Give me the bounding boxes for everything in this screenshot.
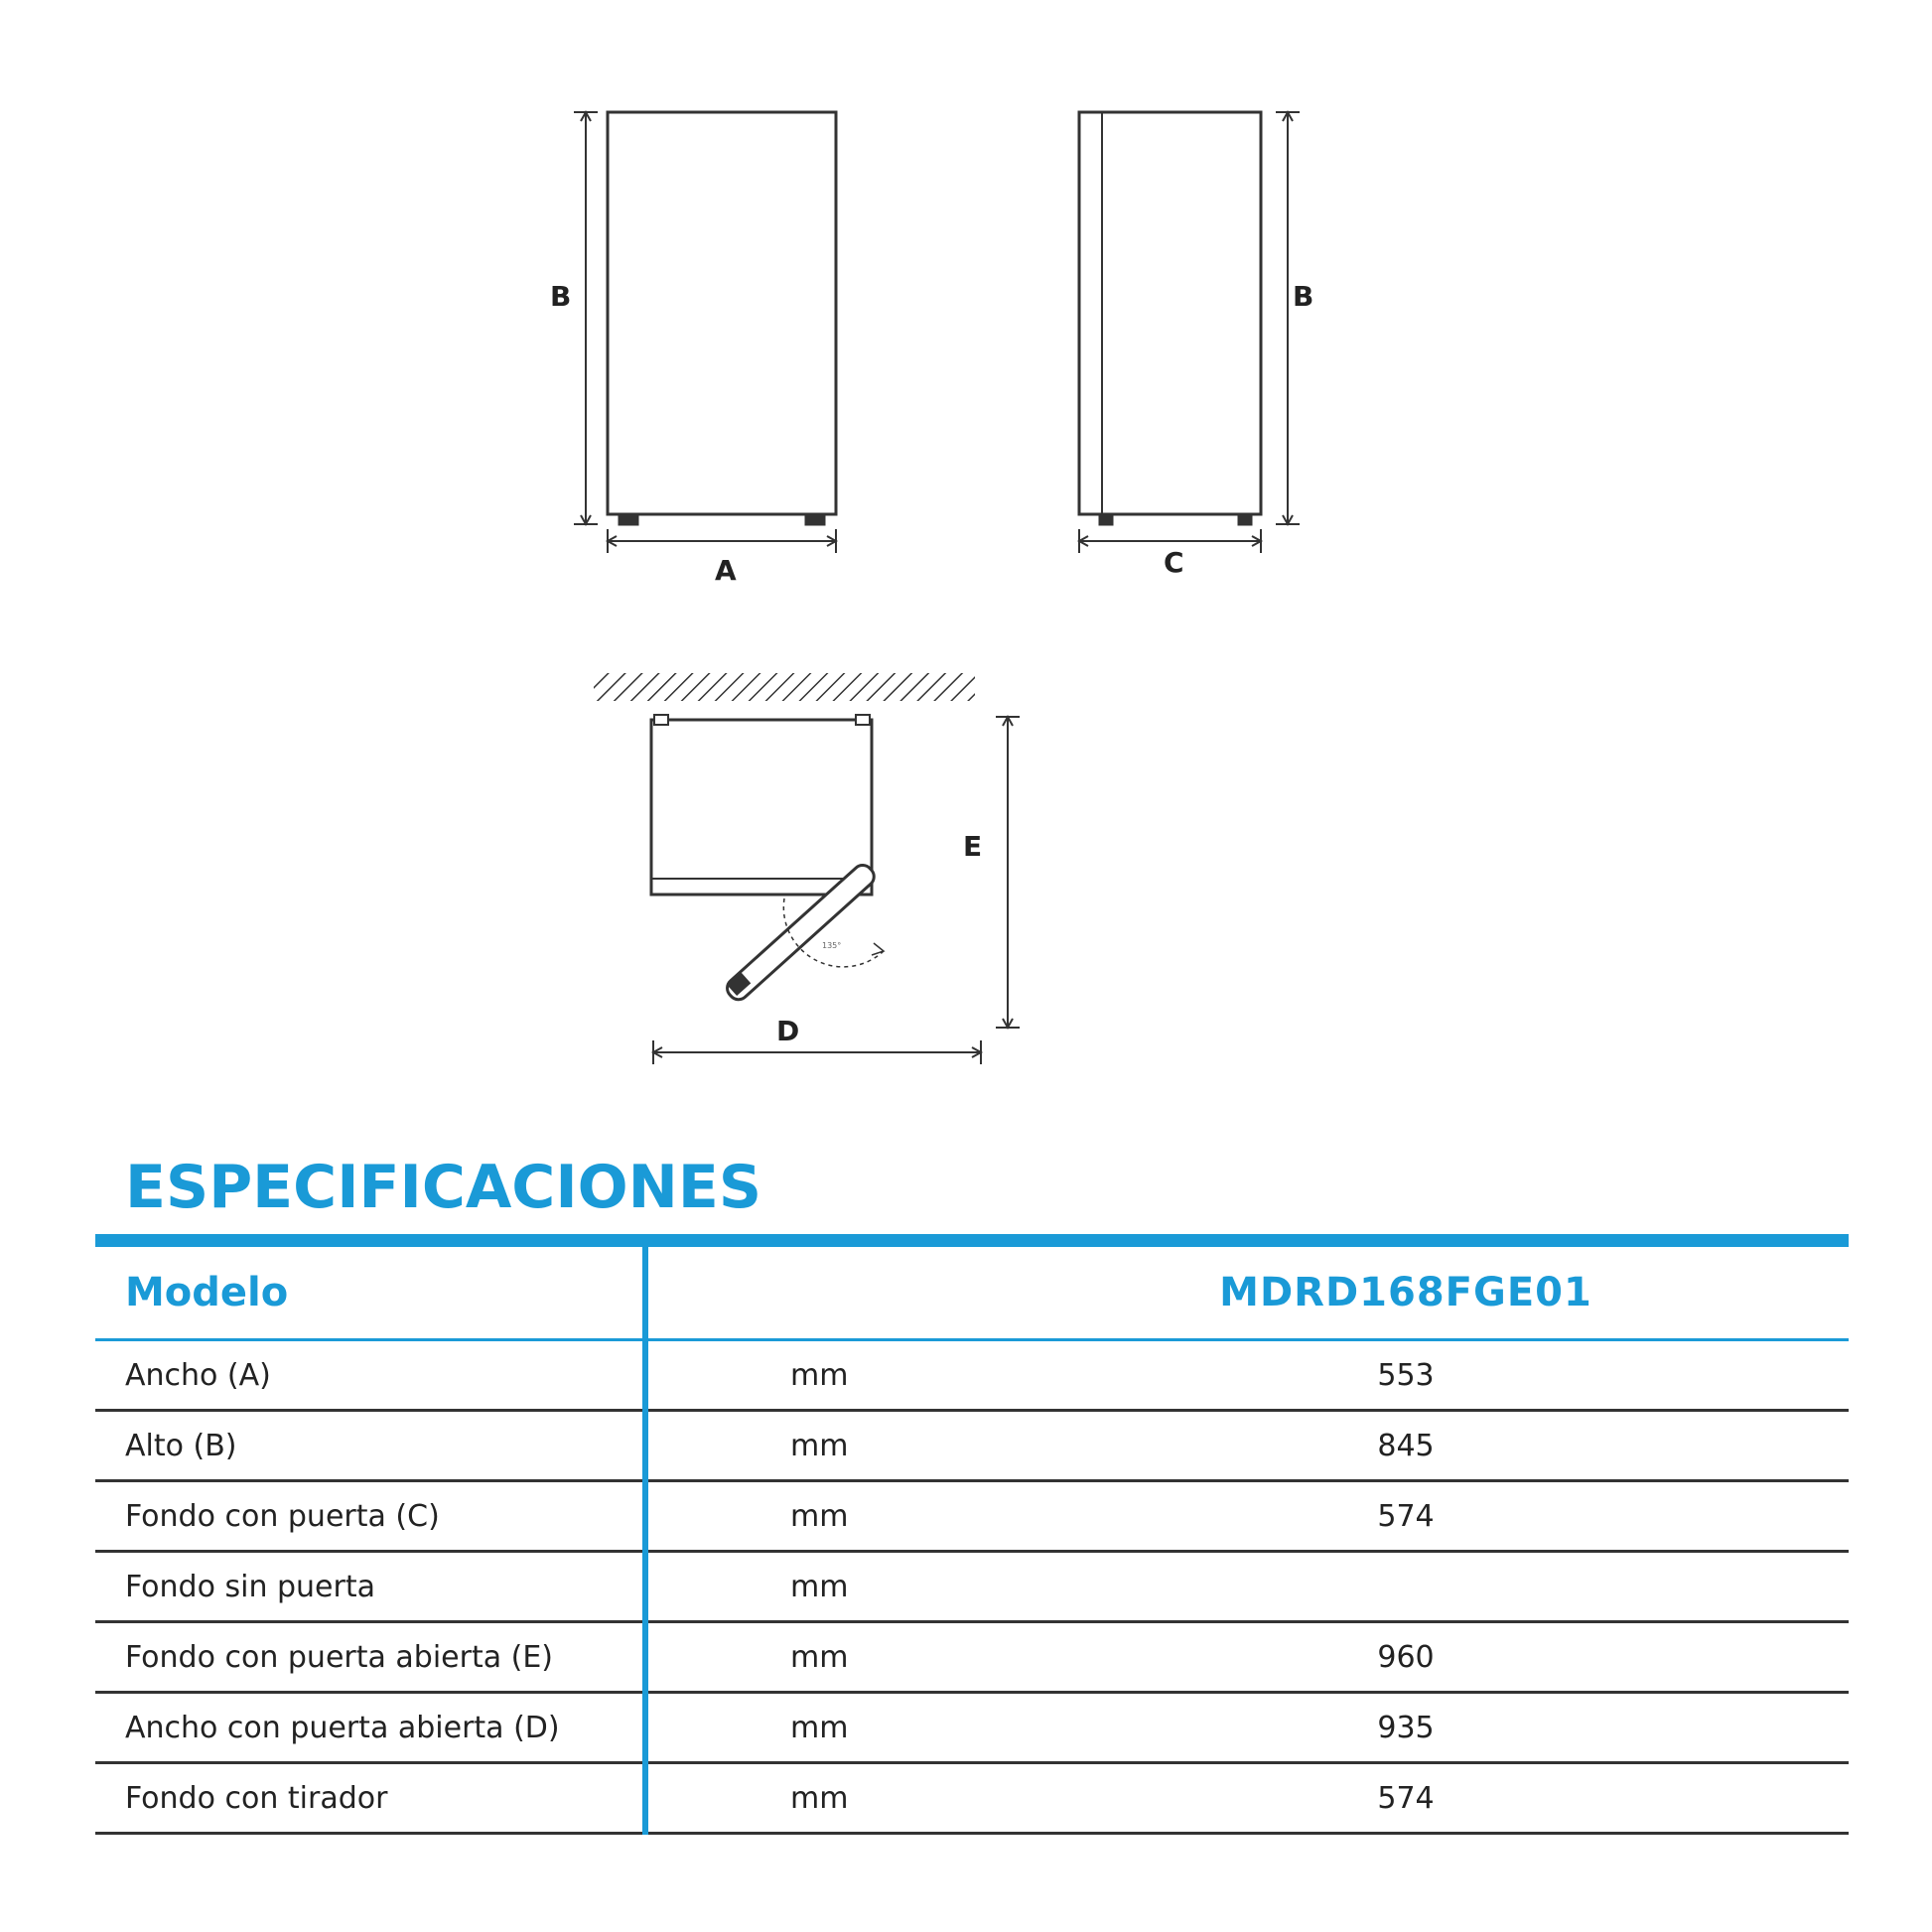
table-row xyxy=(95,1694,1849,1764)
front-foot-left xyxy=(620,514,637,524)
row-value: 935 xyxy=(1377,1711,1435,1745)
row-label: Fondo con puerta (C) xyxy=(125,1499,440,1534)
row-unit: mm xyxy=(790,1499,849,1534)
specifications-title: ESPECIFICACIONES xyxy=(125,1153,762,1222)
row-label: Ancho con puerta abierta (D) xyxy=(125,1711,560,1745)
hinge-left xyxy=(654,715,668,725)
table-row xyxy=(95,1553,1849,1623)
table-row xyxy=(95,1623,1849,1694)
model-value: MDRD168FGE01 xyxy=(1219,1270,1592,1315)
front-width-dim xyxy=(608,529,836,553)
row-unit: mm xyxy=(790,1781,849,1816)
row-unit: mm xyxy=(790,1711,849,1745)
label-b-front: B xyxy=(550,280,572,313)
row-label: Fondo sin puerta xyxy=(125,1570,375,1604)
row-label: Ancho (A) xyxy=(125,1358,271,1393)
row-value: 845 xyxy=(1377,1429,1435,1463)
hinge-right xyxy=(856,715,870,725)
front-body xyxy=(608,112,836,514)
open-width-dim xyxy=(653,1040,981,1064)
side-height-dim xyxy=(1276,112,1300,524)
model-label: Modelo xyxy=(125,1270,289,1315)
table-header-row xyxy=(95,1247,1849,1341)
table-row xyxy=(95,1341,1849,1412)
row-label: Fondo con tirador xyxy=(125,1781,388,1816)
column-separator xyxy=(642,1247,648,1835)
wall-hatch xyxy=(594,673,975,701)
side-foot-left xyxy=(1100,514,1112,524)
front-height-dim xyxy=(574,112,598,524)
row-label: Fondo con puerta abierta (E) xyxy=(125,1640,554,1675)
top-body xyxy=(651,720,872,895)
row-label: Alto (B) xyxy=(125,1429,237,1463)
row-value: 574 xyxy=(1377,1781,1435,1816)
row-unit: mm xyxy=(790,1429,849,1463)
row-unit: mm xyxy=(790,1570,849,1604)
open-depth-dim xyxy=(996,717,1020,1028)
row-unit: mm xyxy=(790,1358,849,1393)
table-row xyxy=(95,1412,1849,1482)
side-foot-right xyxy=(1239,514,1251,524)
angle-label: 135° xyxy=(822,941,842,950)
open-door xyxy=(723,861,878,1003)
label-d: D xyxy=(776,1015,800,1047)
row-value: 960 xyxy=(1377,1640,1435,1675)
row-unit: mm xyxy=(790,1640,849,1675)
row-value: 553 xyxy=(1377,1358,1435,1393)
side-view xyxy=(1079,112,1300,553)
table-row xyxy=(95,1764,1849,1835)
front-foot-right xyxy=(806,514,824,524)
table-row xyxy=(95,1482,1849,1553)
top-view xyxy=(594,673,1020,1064)
label-c: C xyxy=(1164,546,1184,579)
label-a: A xyxy=(715,554,737,587)
front-view xyxy=(574,112,836,553)
row-value: 574 xyxy=(1377,1499,1435,1534)
label-b-side: B xyxy=(1293,280,1314,313)
label-e: E xyxy=(963,830,983,863)
specifications-table xyxy=(95,1234,1849,1835)
side-body xyxy=(1079,112,1261,514)
table-top-bar xyxy=(95,1234,1849,1247)
